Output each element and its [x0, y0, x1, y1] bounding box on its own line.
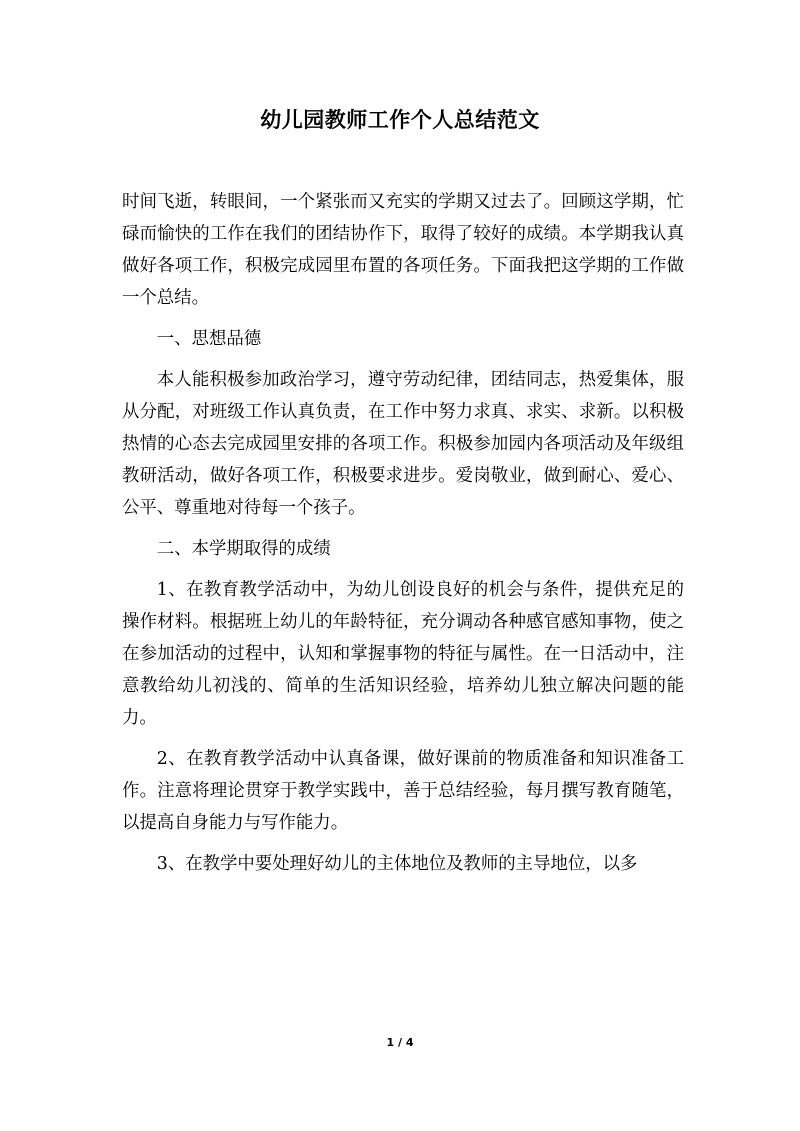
paragraph-achievement-2: 2、在教育教学活动中认真备课，做好课前的物质准备和知识准备工作。注意将理论贯穿于教学实践中，善于总结经验，每月撰写教育随笔，以提高自身能力与写作能力。	[122, 749, 684, 833]
paragraph-achievement-3: 3、在教学中要处理好幼儿的主体地位及教师的主导地位，以多	[156, 854, 638, 874]
page-number: 1 / 4	[386, 1036, 414, 1049]
section-heading-achievements: 二、本学期取得的成绩	[156, 539, 331, 559]
paragraph-intro: 时间飞逝，转眼间，一个紧张而又充实的学期又过去了。回顾这学期，忙碌而愉快的工作在我们的团结协作下，取得了较好的成绩。本学期我认真做好各项工作，积极完成园里布置的各项任务。下面我把这学期的工作做一个总结。	[122, 192, 684, 308]
section-heading-ideology: 一、思想品德	[156, 329, 262, 349]
document-body	[122, 186, 684, 889]
document-title: 幼儿园教师工作个人总结范文	[260, 107, 540, 132]
paragraph-ideology: 本人能积极参加政治学习，遵守劳动纪律，团结同志，热爱集体，服从分配，对班级工作认真负责，在工作中努力求真、求实、求新。以积极热情的心态去完成园里安排的各项工作。积极参加园内各项活动及年级组教研活动，做好各项工作，积极要求进步。爱岗敬业，做到耐心、爱心、公平、尊重地对待每一个孩子。	[122, 370, 684, 518]
paragraph-achievement-1: 1、在教育教学活动中，为幼儿创设良好的机会与条件，提供充足的操作材料。根据班上幼儿的年龄特征，充分调动各种感官感知事物，使之在参加活动的过程中，认知和掌握事物的特征与属性。在一日活动中，注意教给幼儿初浅的、简单的生活知识经验，培养幼儿独立解决问题的能力。	[122, 580, 684, 728]
